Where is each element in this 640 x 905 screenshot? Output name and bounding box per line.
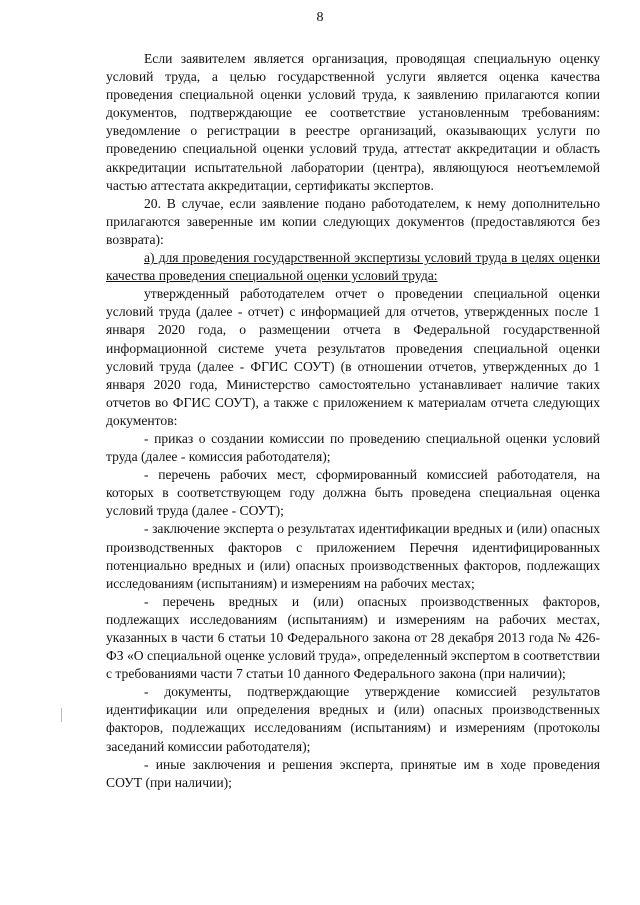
list-item-other-conclusions: - иные заключения и решения эксперта, принятые им в ходе проведения СОУТ (при наличии);: [106, 756, 600, 790]
paragraph-report: утвержденный работодателем отчет о проведении специальной оценки условий труда (далее - отчет) с информацией для отчетов, утвержденных после 1 января 2020 года, о размещении отчета в Федеральной государственной информационной системе учета результатов проведения специальной оценки условий труда (далее - ФГИС СОУТ) (в отношении отчетов, утвержденных до 1 января 2020 года, Министерство самостоятельно устанавливает наличие таких отчетов во ФГИС СОУТ), а также с приложением к материалам отчета следующих документов:: [106, 286, 600, 428]
document-body: [106, 50, 600, 792]
page-number: 8: [316, 10, 324, 25]
list-item-expert-conclusion: - заключение эксперта о результатах идентификации вредных и (или) опасных производственных факторов с приложением Перечня идентифицированных потенциально вредных и (или) опасных производственных факторов, подлежащих исследованиям (испытаниям) и измерениям на рабочих местах;: [106, 521, 600, 591]
subheading-item-a: а) для проведения государственной экспертизы условий труда в целях оценки качества проведения специальной оценки условий труда:: [106, 250, 600, 284]
list-item-approval-documents: - документы, подтверждающие утверждение комиссией результатов идентификации или определения вредных и (или) опасных производственных факторов, подлежащих исследованиям (испытаниям) и измерениям (протоколы заседаний комиссии работодателя);: [106, 684, 600, 754]
list-item-factor-list: - перечень вредных и (или) опасных производственных факторов, подлежащих исследованиям (испытаниям) и измерениям на рабочих местах, указанных в части 6 статьи 10 Федерального закона от 28 декабря 2013 года № 426-ФЗ «О специальной оценке условий труда», определенный экспертом в соответствии с требованиями части 7 статьи 10 данного Федерального закона (при наличии);: [106, 593, 600, 682]
paragraph-applicant-organization: Если заявителем является организация, проводящая специальную оценку условий труда, а целью государственной услуги является оценка качества проведения специальной оценки условий труда, к заявлению прилагаются копии документов, подтверждающие ее соответствие установленным требованиям: уведомление о регистрации в реестре организаций, оказывающих услуги по проведению специальной оценки условий труда, аттестат аккредитации и область аккредитации испытательной лаборатории (центра), являющуюся неотъемлемой частью аттестата аккредитации, сертификаты экспертов.: [106, 51, 600, 193]
list-item-commission-order: - приказ о создании комиссии по проведению специальной оценки условий труда (далее - комиссия работодателя);: [106, 430, 600, 465]
scan-artifact: [61, 708, 62, 722]
list-item-workplace-list: - перечень рабочих мест, сформированный комиссией работодателя, на которых в соответствующем году должна быть проведена специальная оценка условий труда (далее - СОУТ);: [106, 467, 600, 519]
paragraph-item-20: 20. В случае, если заявление подано работодателем, к нему дополнительно прилагаются заверенные им копии следующих документов (предоставляются без возврата):: [106, 195, 600, 247]
